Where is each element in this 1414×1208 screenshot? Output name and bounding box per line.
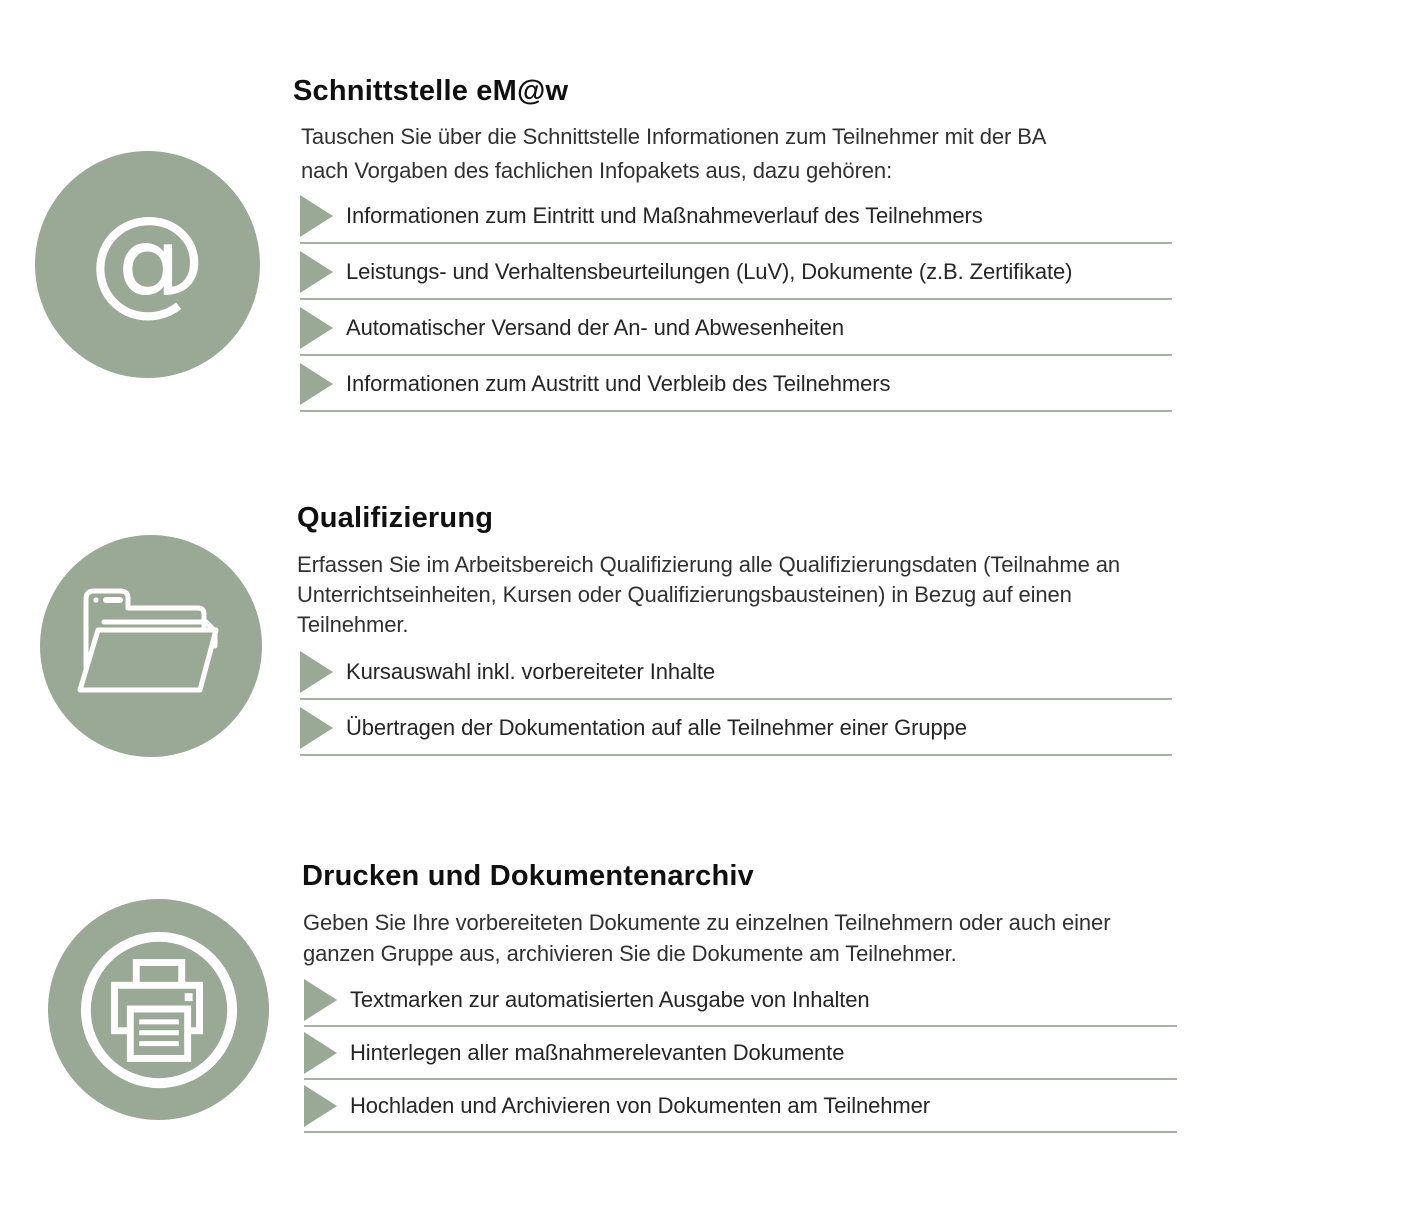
bullet-list-qualifizierung xyxy=(300,651,1172,763)
bullet-list-emaw xyxy=(300,195,1172,419)
arrow-right-icon xyxy=(304,979,337,1021)
section-emaw-icon-badge xyxy=(35,151,260,378)
at-icon: @ xyxy=(88,189,207,328)
divider xyxy=(304,1078,1177,1080)
list-item-label: Leistungs- und Verhaltensbeurteilungen (LuV), Dokumente (z.B. Zertifikate) xyxy=(346,259,1073,284)
divider xyxy=(304,1025,1177,1027)
list-item-label: Automatischer Versand der An- und Abwesenheiten xyxy=(346,315,844,340)
list-item xyxy=(304,1085,1177,1127)
divider xyxy=(300,298,1172,300)
description-line: Unterrichtseinheiten, Kursen oder Qualifizierungsbausteinen) in Bezug auf einen xyxy=(297,582,1072,607)
section-drucken-icon-badge xyxy=(48,899,269,1120)
divider xyxy=(300,242,1172,244)
description-line: Geben Sie Ihre vorbereiteten Dokumente zu einzelnen Teilnehmern oder auch einer xyxy=(303,910,1111,935)
list-item xyxy=(300,195,1172,237)
description-line: nach Vorgaben des fachlichen Infopakets aus, dazu gehören: xyxy=(301,158,893,183)
divider xyxy=(300,754,1172,756)
description-line: Erfassen Sie im Arbeitsbereich Qualifizierung alle Qualifizierungsdaten (Teilnahme an xyxy=(297,552,1121,577)
list-item xyxy=(300,363,1172,405)
section-description-qualifizierung xyxy=(297,550,1120,640)
list-item-label: Informationen zum Austritt und Verbleib des Teilnehmers xyxy=(346,371,891,396)
divider xyxy=(300,410,1172,412)
printer-icon xyxy=(75,926,243,1094)
arrow-right-icon xyxy=(304,1085,337,1127)
section-title-drucken: Drucken und Dokumentenarchiv xyxy=(302,860,754,892)
divider xyxy=(304,1131,1177,1133)
section-title-qualifizierung: Qualifizierung xyxy=(297,502,494,534)
divider xyxy=(300,354,1172,356)
arrow-right-icon xyxy=(300,195,333,237)
arrow-right-icon xyxy=(300,307,333,349)
bullet-list-drucken xyxy=(304,979,1177,1138)
section-qualifizierung-icon-badge xyxy=(40,535,262,757)
folder-icon xyxy=(76,586,226,706)
arrow-right-icon xyxy=(300,707,333,749)
list-item-label: Textmarken zur automatisierten Ausgabe von Inhalten xyxy=(350,987,870,1012)
list-item xyxy=(300,651,1172,693)
list-item-label: Kursauswahl inkl. vorbereiteter Inhalte xyxy=(346,659,716,684)
list-item-label: Übertragen der Dokumentation auf alle Teilnehmer einer Gruppe xyxy=(346,715,967,740)
section-description-drucken xyxy=(303,907,1110,969)
list-item xyxy=(300,251,1172,293)
list-item-label: Informationen zum Eintritt und Maßnahmeverlauf des Teilnehmers xyxy=(346,203,983,228)
arrow-right-icon xyxy=(300,251,333,293)
arrow-right-icon xyxy=(300,363,333,405)
arrow-right-icon xyxy=(304,1032,337,1074)
description-line: ganzen Gruppe aus, archivieren Sie die Dokumente am Teilnehmer. xyxy=(303,941,957,966)
list-item xyxy=(304,1032,1177,1074)
list-item xyxy=(300,307,1172,349)
list-item xyxy=(300,707,1172,749)
arrow-right-icon xyxy=(300,651,333,693)
list-item-label: Hochladen und Archivieren von Dokumenten am Teilnehmer xyxy=(350,1093,930,1118)
list-item-label: Hinterlegen aller maßnahmerelevanten Dokumente xyxy=(350,1040,845,1065)
description-line: Teilnehmer. xyxy=(297,612,409,637)
section-title-emaw: Schnittstelle eM@w xyxy=(293,75,569,107)
section-description-emaw xyxy=(301,120,1046,188)
description-line: Tauschen Sie über die Schnittstelle Informationen zum Teilnehmer mit der BA xyxy=(301,124,1047,149)
divider xyxy=(300,698,1172,700)
list-item xyxy=(304,979,1177,1021)
